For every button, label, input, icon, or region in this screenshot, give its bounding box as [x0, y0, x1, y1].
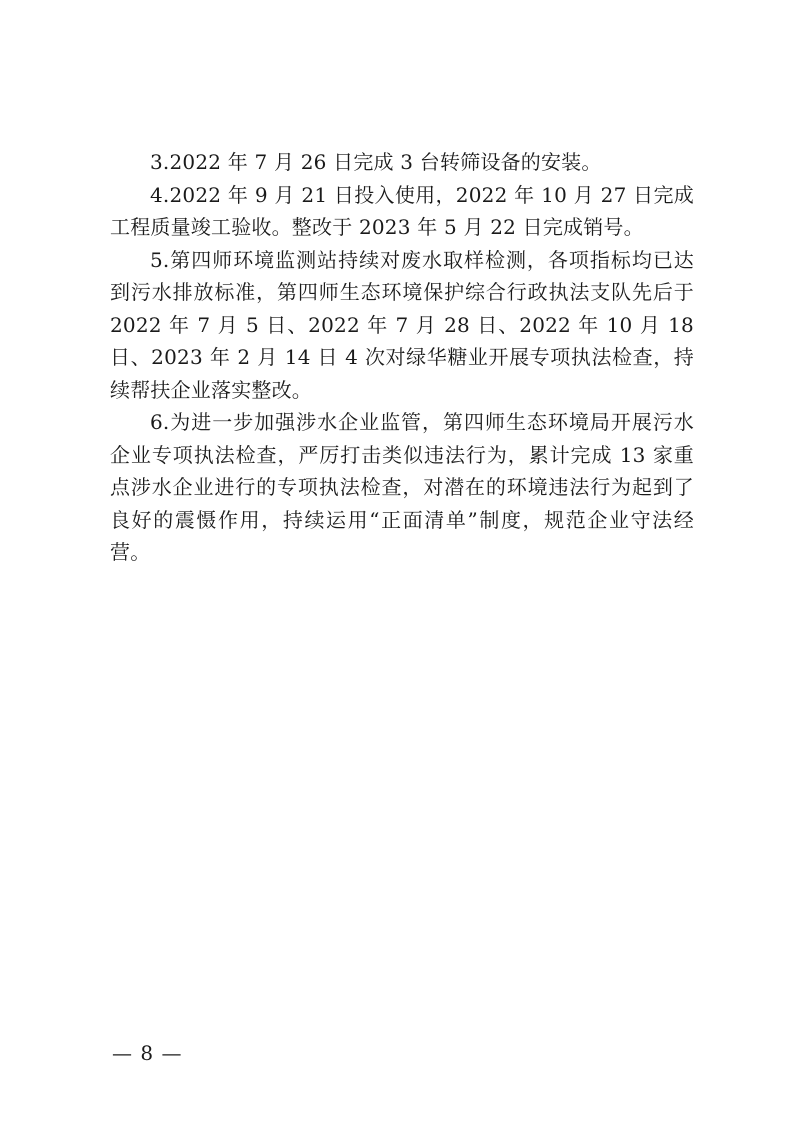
paragraph-3: 3.2022 年 7 月 26 日完成 3 台转筛设备的安装。: [150, 150, 602, 174]
paragraph-6: 6.为进一步加强涉水企业监管，第四师生态环境局开展污水企业专项执法检查，严厉打击类似违法行为，累计完成 13 家重点涉水企业进行的专项执法检查，对潜在的环境违法行为起到了良好的震慑作用，持续运用“正面清单”制度，规范企业守法经营。: [110, 410, 694, 564]
body-text: [110, 146, 694, 569]
paragraph-5: 5.第四师环境监测站持续对废水取样检测，各项指标均已达到污水排放标准，第四师生态环境保护综合行政执法支队先后于 2022 年 7 月 5 日、2022 年 7 月 28 日、2022 年 10 月 18 日、2023 年 2 月 14 日 4 次对绿华糖业开展专项执法检查，持续帮扶企业落实整改。: [110, 247, 694, 402]
page-number: — 8 —: [112, 1041, 183, 1065]
paragraph-4: 4.2022 年 9 月 21 日投入使用，2022 年 10 月 27 日完成工程质量竣工验收。整改于 2023 年 5 月 22 日完成销号。: [110, 182, 694, 239]
